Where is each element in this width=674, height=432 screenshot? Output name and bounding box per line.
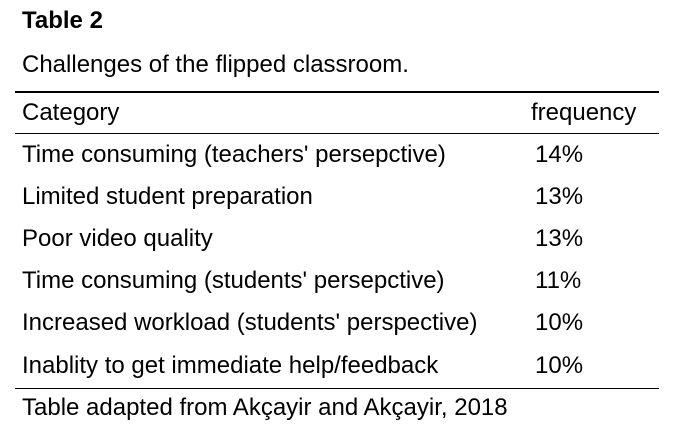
header-row	[15, 92, 659, 134]
table-label: Table 2	[22, 7, 103, 34]
table-row	[15, 344, 659, 389]
table-row	[15, 218, 659, 260]
frequency-cell: 14%	[535, 141, 584, 168]
frequency-cell: 13%	[535, 183, 584, 210]
table-row	[15, 260, 659, 302]
source-note: Table adapted from Akçayir and Akçayir, 2018	[22, 394, 508, 421]
category-cell: Time consuming (students' persepctive)	[22, 267, 445, 294]
table-row	[15, 176, 659, 218]
table-row	[15, 134, 659, 177]
table-header	[15, 92, 659, 134]
category-cell: Time consuming (teachers' persepctive)	[22, 141, 446, 168]
table-row	[15, 302, 659, 344]
category-cell: Inablity to get immediate help/feedback	[22, 352, 439, 379]
category-cell: Poor video quality	[22, 225, 213, 252]
frequency-cell: 11%	[535, 267, 582, 294]
table-body	[15, 134, 659, 389]
category-cell: Limited student preparation	[22, 183, 313, 210]
category-cell: Increased workload (students' perspective)	[22, 309, 478, 336]
frequency-cell: 13%	[535, 225, 584, 252]
column-header-category: Category	[22, 99, 120, 126]
frequency-cell: 10%	[535, 352, 584, 379]
table-caption: Challenges of the flipped classroom.	[22, 51, 409, 78]
challenges-table	[15, 91, 659, 389]
column-header-frequency: frequency	[531, 99, 637, 126]
table-figure	[15, 6, 659, 423]
frequency-cell: 10%	[535, 309, 584, 336]
